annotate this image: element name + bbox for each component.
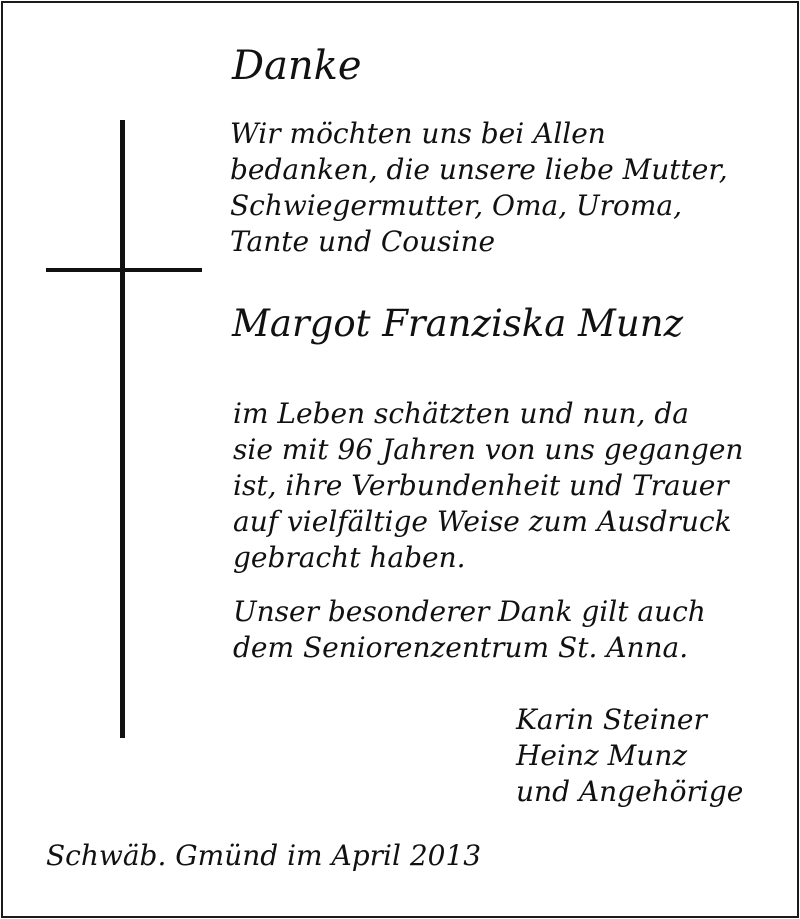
signer-line: Heinz Munz xyxy=(516,739,688,772)
thanks-paragraph xyxy=(233,594,706,666)
deceased-name: Margot Franziska Munz xyxy=(232,302,684,345)
cross-icon-vertical-bar xyxy=(120,120,125,738)
signer-line: Karin Steiner xyxy=(516,703,707,736)
intro-line: Wir möchten uns bei Allen xyxy=(230,117,606,150)
notice-title: Danke xyxy=(232,43,362,89)
place-date: Schwäb. Gmünd im April 2013 xyxy=(46,839,482,872)
thanks-line: Unser besonderer Dank gilt auch xyxy=(233,595,706,628)
body-line: auf vielfältige Weise zum Ausdruck xyxy=(233,505,732,538)
body-line: im Leben schätzten und nun, da xyxy=(233,397,689,430)
intro-line: Tante und Cousine xyxy=(230,225,496,258)
body-line: gebracht haben. xyxy=(233,541,466,574)
intro-line: bedanken, die unsere liebe Mutter, xyxy=(230,153,728,186)
intro-line: Schwiegermutter, Oma, Uroma, xyxy=(230,189,683,222)
body-paragraph xyxy=(233,396,743,576)
body-line: ist, ihre Verbundenheit und Trauer xyxy=(233,469,729,502)
intro-paragraph xyxy=(230,116,728,260)
thanks-line: dem Seniorenzentrum St. Anna. xyxy=(233,631,689,664)
signers-block xyxy=(516,702,743,810)
cross-icon-horizontal-bar xyxy=(46,268,202,272)
signer-line: und Angehörige xyxy=(516,775,744,808)
body-line: sie mit 96 Jahren von uns gegangen xyxy=(233,433,744,466)
